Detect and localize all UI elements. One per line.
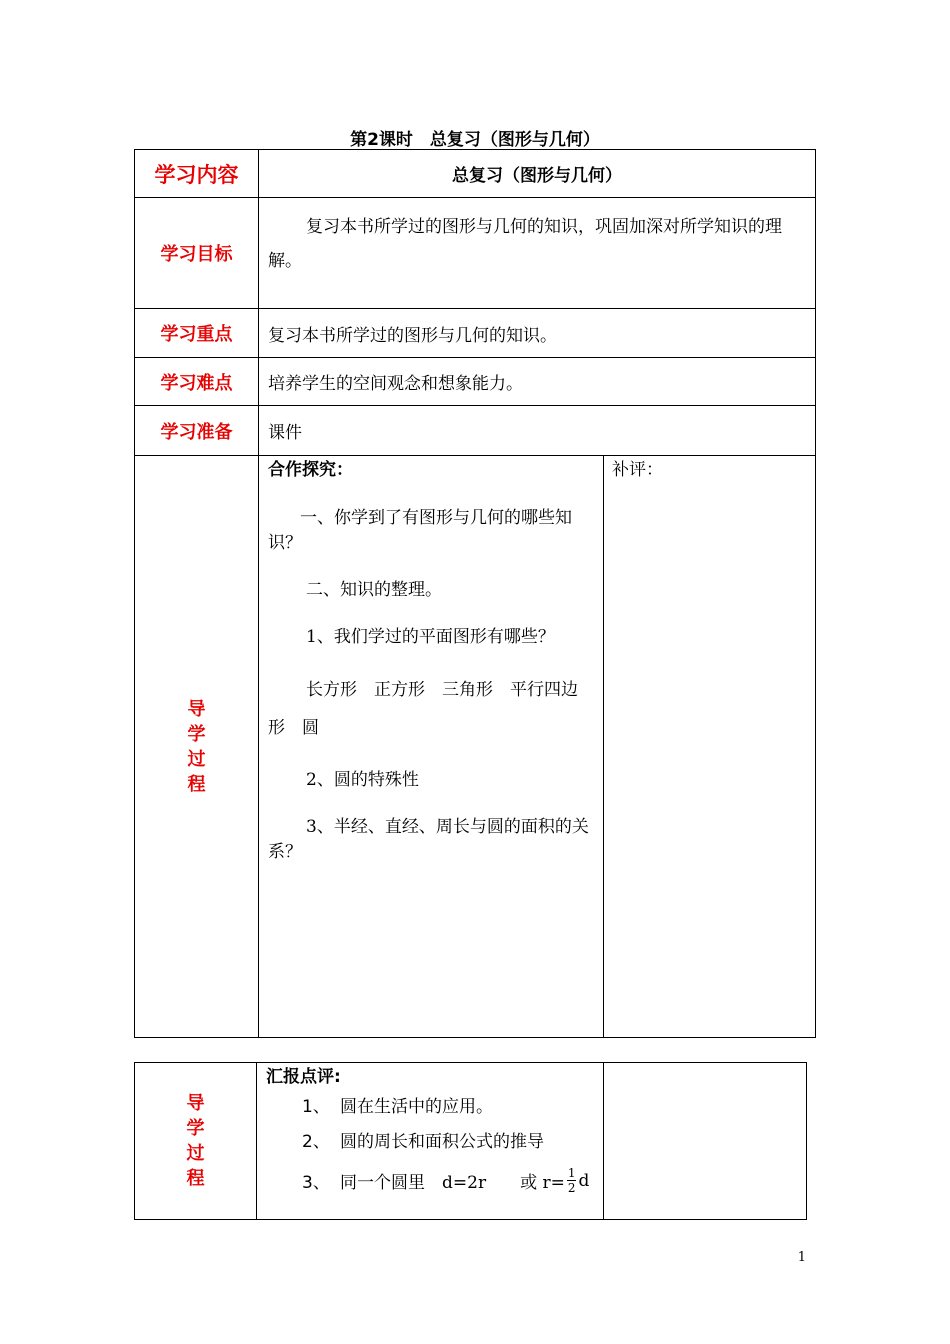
shapes-answer: 长方形 正方形 三角形 平行四边形 圆: [268, 680, 578, 738]
page-number: 1: [797, 1250, 806, 1265]
question-1: 一、你学到了有图形与几何的哪些知识？: [268, 508, 572, 553]
report-heading: 汇报点评:: [266, 1067, 341, 1087]
goal-label: 学习目标: [135, 198, 259, 309]
difficulty-label: 学习难点: [135, 358, 259, 406]
question-3: 1、我们学过的平面图形有哪些？: [306, 627, 555, 647]
difficulty-text: 培养学生的空间观念和想象能力。: [259, 358, 816, 406]
report-item: 2、 圆的周长和面积公式的推导: [302, 1132, 544, 1152]
report-comment-area: [604, 1063, 807, 1220]
lesson-table: [134, 149, 816, 1038]
process-content: [259, 456, 604, 1038]
fraction-one-half: $\frac{1}{2}$: [567, 1166, 576, 1195]
prep-text: 课件: [259, 406, 816, 456]
report-item: 1、 圆在生活中的应用。: [302, 1097, 493, 1117]
process-label: 导 学 过 程: [135, 456, 259, 1038]
process-heading: 合作探究：: [268, 460, 353, 480]
page-title: 第2课时 总复习（图形与几何）: [350, 130, 600, 150]
comment-label: 补评：: [612, 460, 663, 480]
comment-area: [604, 456, 816, 1038]
process-label-2: 导 学 过 程: [135, 1063, 257, 1220]
focus-text: 复习本书所学过的图形与几何的知识。: [259, 309, 816, 358]
focus-label: 学习重点: [135, 309, 259, 358]
content-value: 总复习（图形与几何）: [259, 150, 816, 198]
goal-text: 复习本书所学过的图形与几何的知识，巩固加深对所学知识的理解。: [268, 217, 782, 271]
question-5: 3、半经、直经、周长与圆的面积的关系？: [268, 817, 589, 862]
content-label: 学习内容: [135, 150, 259, 198]
question-2: 二、知识的整理。: [306, 580, 442, 600]
report-table: [134, 1062, 807, 1220]
question-4: 2、圆的特殊性: [306, 770, 419, 790]
report-item: 3、 同一个圆里 d=2r 或 r= $\frac{1}{2}$ d: [302, 1166, 590, 1195]
report-content: [257, 1063, 604, 1220]
prep-label: 学习准备: [135, 406, 259, 456]
